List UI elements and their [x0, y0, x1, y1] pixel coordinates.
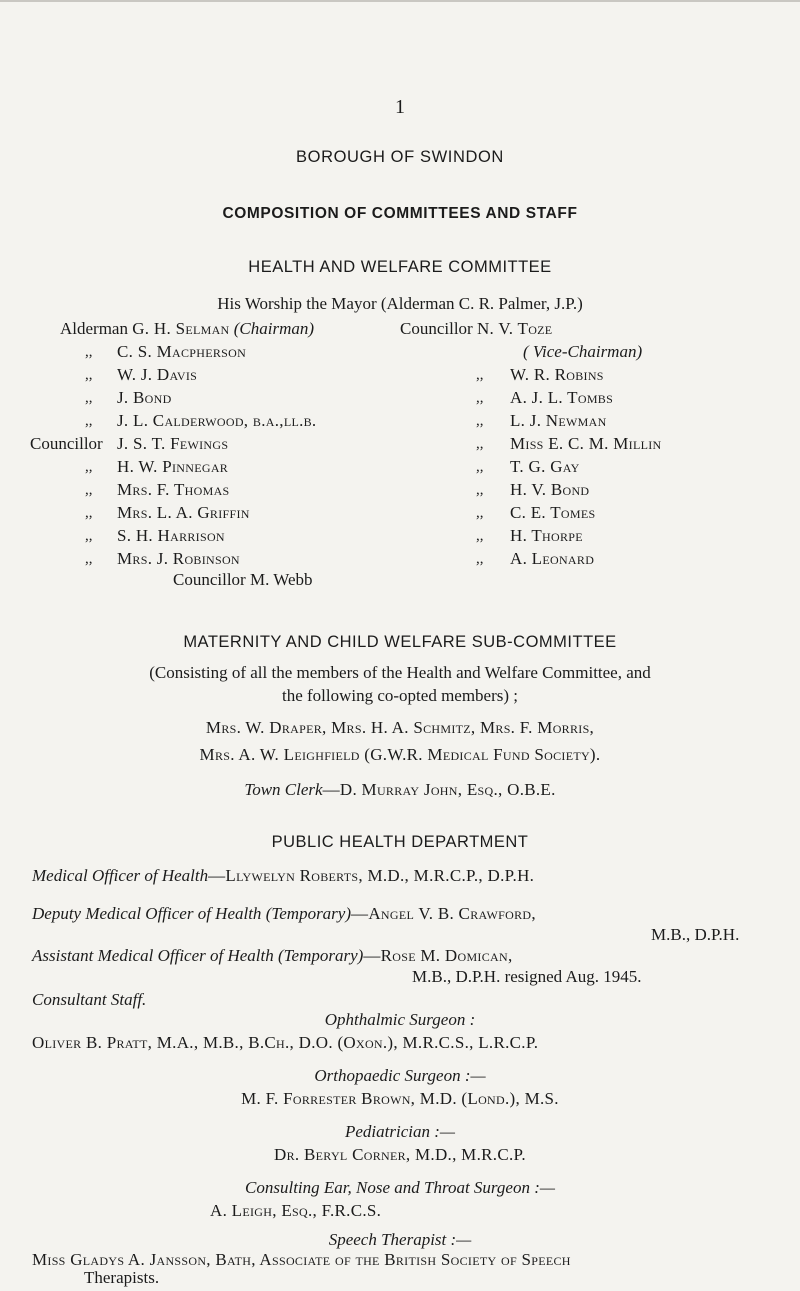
speech-therapist-value-2: Therapists.: [84, 1268, 160, 1287]
ditto-mark: ,,: [85, 344, 93, 360]
councillor-webb: Councillor M. Webb: [173, 570, 313, 589]
mcw-intro-line-2: the following co-opted members) ;: [281, 686, 519, 705]
ent-label: Consulting Ear, Nose and Throat Surgeon :—: [245, 1178, 555, 1197]
mayor-text: His Worship the Mayor (Alderman C. R. Palmer, J.P.): [217, 294, 583, 313]
assistant-paren: (Temporary): [278, 946, 364, 965]
hwc-left-member: C. S. Macpherson: [117, 342, 247, 361]
moh-value: —Llywelyn Roberts, M.D., M.R.C.P., D.P.H.: [208, 866, 535, 885]
ditto-mark: ,,: [476, 551, 484, 567]
hwc-left-member: J. L. Calderwood, b.a.,ll.b.: [117, 411, 317, 430]
ditto-mark: ,,: [85, 528, 93, 544]
assistant-value-cont: M.B., D.P.H. resigned Aug. 1945.: [412, 967, 642, 986]
hwc-right-member: H. V. Bond: [510, 480, 590, 499]
vice-chairman-role: ( Vice-Chairman): [523, 342, 643, 361]
ditto-mark: ,,: [85, 459, 93, 475]
hwc-last-member: [173, 570, 313, 590]
deputy-moh-line: [32, 904, 536, 924]
ditto-mark: ,,: [85, 413, 93, 429]
hwc-right-member: H. Thorpe: [510, 526, 583, 545]
deputy-label: Deputy Medical Officer of Health: [32, 904, 262, 923]
mcw-intro-line-1: (Consisting of all the members of the Health and Welfare Committee, and: [149, 663, 651, 682]
ditto-mark: ,,: [85, 551, 93, 567]
chairman-name: G. H. Selman: [132, 319, 230, 338]
speech-therapist-label: Speech Therapist :—: [328, 1230, 472, 1249]
moh-line: [32, 866, 534, 886]
pediatrician-label: Pediatrician :—: [344, 1122, 455, 1141]
mcw-heading: MATERNITY AND CHILD WELFARE SUB-COMMITTEE: [183, 633, 617, 651]
mcw-members-line-1: Mrs. W. Draper, Mrs. H. A. Schmitz, Mrs. F. Morris,: [205, 718, 595, 737]
hwc-left-member: J. S. T. Fewings: [117, 434, 229, 453]
ditto-mark: ,,: [85, 390, 93, 406]
hwc-vice-row: [400, 319, 552, 339]
hwc-right-member: W. R. Robins: [510, 365, 604, 384]
hwc-right-member: Miss E. C. M. Millin: [510, 434, 662, 453]
assistant-label: Assistant Medical Officer of Health: [32, 946, 274, 965]
town-clerk-value: —D. Murray John, Esq., O.B.E.: [322, 780, 556, 799]
town-clerk-label: Town Clerk: [244, 780, 323, 799]
hwc-left-member: S. H. Harrison: [117, 526, 225, 545]
town-clerk-line: [0, 780, 800, 800]
moh-label: Medical Officer of Health: [32, 866, 209, 885]
mcw-members-line-2: Mrs. A. W. Leighfield (G.W.R. Medical Fund Society).: [199, 745, 601, 764]
speech-therapist-value-1: Miss Gladys A. Jansson, Bath, Associate of the British Society of Speech: [32, 1250, 571, 1269]
borough-title: BOROUGH OF SWINDON: [296, 148, 504, 166]
hwc-left-member: Mrs. J. Robinson: [117, 549, 240, 568]
page-number: 1: [395, 96, 405, 118]
hwc-right-member: A. Leonard: [510, 549, 595, 568]
ditto-mark: ,,: [476, 505, 484, 521]
hwc-left-member: Mrs. L. A. Griffin: [117, 503, 250, 522]
ditto-mark: ,,: [476, 459, 484, 475]
ent-value: A. Leigh, Esq., F.R.C.S.: [210, 1201, 382, 1220]
ditto-mark: ,,: [85, 367, 93, 383]
deputy-value: —Angel V. B. Crawford,: [351, 904, 536, 923]
ditto-mark: ,,: [85, 482, 93, 498]
hwc-left-member: J. Bond: [117, 388, 172, 407]
hwc-right-member: C. E. Tomes: [510, 503, 596, 522]
ditto-mark: ,,: [476, 436, 484, 452]
deputy-value-cont: M.B., D.P.H.: [651, 925, 740, 944]
hwc-mayor-line: [0, 294, 800, 314]
hwc-left-member: W. J. Davis: [117, 365, 198, 384]
orthopaedic-label: Orthopaedic Surgeon :—: [314, 1066, 486, 1085]
phd-heading: PUBLIC HEALTH DEPARTMENT: [271, 833, 529, 851]
hwc-right-member: L. J. Newman: [510, 411, 607, 430]
ditto-mark: ,,: [476, 367, 484, 383]
chairman-role: (Chairman): [233, 319, 315, 338]
deputy-paren: (Temporary): [265, 904, 352, 923]
consultant-staff-heading: Consultant Staff.: [32, 990, 147, 1009]
vice-chairman-name: N. V. Toze: [476, 319, 553, 338]
hwc-right-member: T. G. Gay: [510, 457, 580, 476]
assistant-moh-line: [32, 946, 513, 966]
orthopaedic-value: M. F. Forrester Brown, M.D. (Lond.), M.S.: [241, 1089, 559, 1108]
assistant-value: —Rose M. Domican,: [363, 946, 513, 965]
ditto-mark: ,,: [476, 482, 484, 498]
pediatrician-value: Dr. Beryl Corner, M.D., M.R.C.P.: [274, 1145, 526, 1164]
scan-edge-line: [0, 0, 800, 2]
ditto-mark: ,,: [476, 390, 484, 406]
ophthalmic-label: Ophthalmic Surgeon :: [324, 1010, 476, 1029]
ditto-mark: ,,: [476, 413, 484, 429]
document-title: COMPOSITION OF COMMITTEES AND STAFF: [222, 205, 578, 222]
hwc-right-member: A. J. L. Tombs: [510, 388, 614, 407]
councillor-prefix: Councillor: [400, 319, 473, 338]
ditto-mark: ,,: [476, 528, 484, 544]
hwc-heading: HEALTH AND WELFARE COMMITTEE: [248, 258, 552, 276]
alderman-prefix: Alderman: [60, 319, 128, 338]
councillor-prefix: Councillor: [30, 434, 103, 453]
hwc-chairman-row: [60, 319, 314, 339]
ditto-mark: ,,: [85, 505, 93, 521]
hwc-left-member: H. W. Pinnegar: [117, 457, 229, 476]
hwc-left-member: Mrs. F. Thomas: [117, 480, 230, 499]
ophthalmic-value: Oliver B. Pratt, M.A., M.B., B.Ch., D.O. (Oxon.), M.R.C.S., L.R.C.P.: [32, 1033, 539, 1052]
